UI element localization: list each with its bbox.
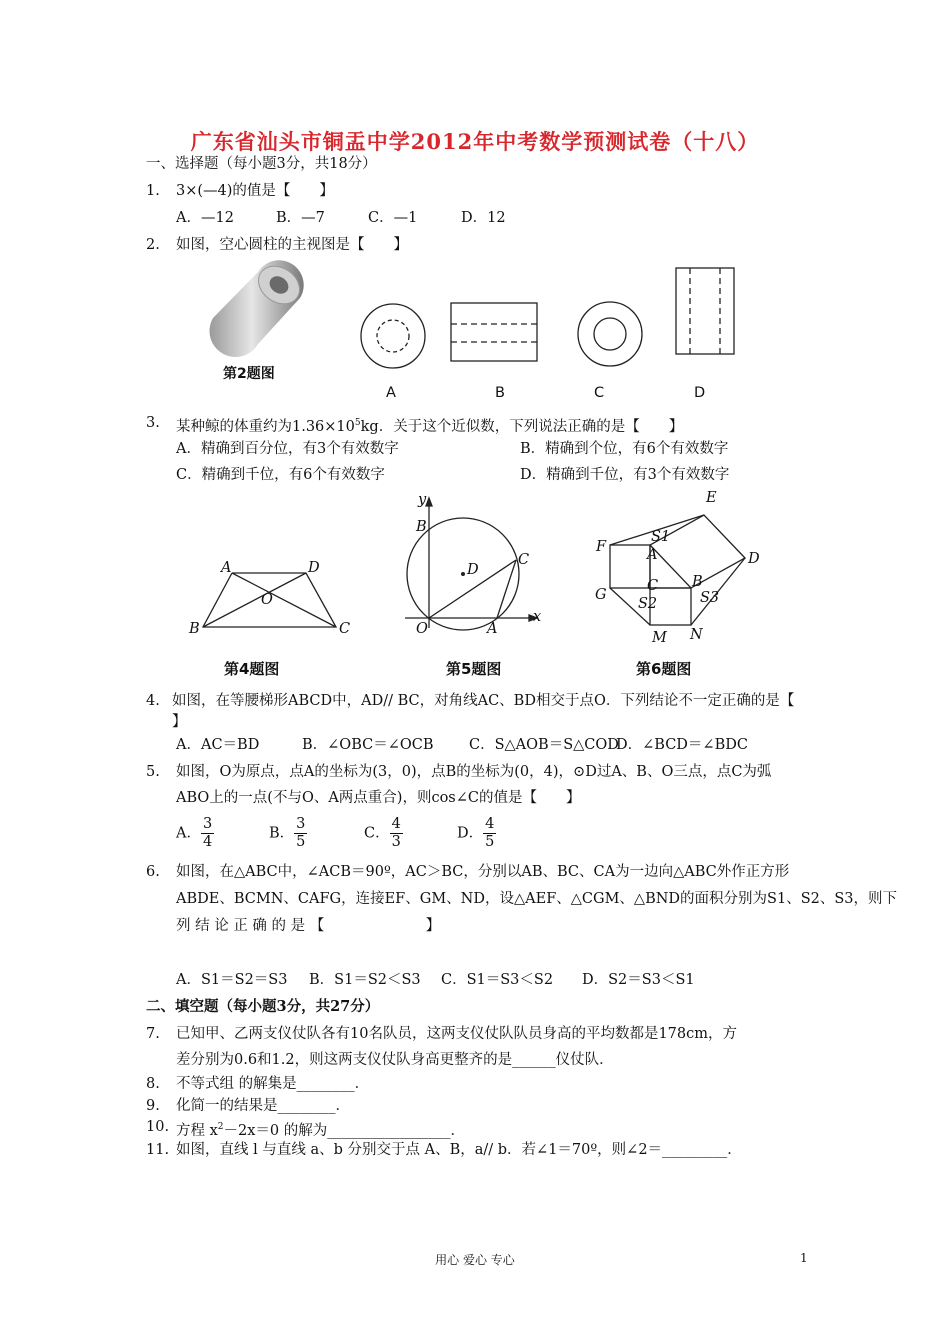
- fig5-label-d: D: [467, 562, 479, 578]
- q1-text: 3×(—4)的值是【 】: [176, 183, 334, 199]
- fig4-label-d: D: [308, 560, 320, 576]
- fig6-label-n: N: [690, 627, 703, 643]
- fig4-caption: 第4题图: [224, 660, 280, 678]
- q6-number: 6.: [146, 864, 160, 880]
- fig5-label-o: O: [416, 621, 428, 637]
- fig6-squares: [590, 485, 770, 645]
- footer-motto: 用心 爱心 专心: [435, 1253, 515, 1267]
- q5-line-2: ABO上的一点(不与O、A两点重合)，则cos∠C的值是【 】: [176, 790, 581, 806]
- q3-text: 某种鲸的体重约为$1.36\times 10^5kg$．关于这个近似数，下列说法正确的是【 】: [176, 418, 684, 435]
- fig6-label-s2: S2: [638, 596, 658, 612]
- fig6-label-g: G: [595, 587, 607, 603]
- q9-number: 9.: [146, 1098, 160, 1114]
- q4-line-1: 如图，在等腰梯形ABCD中，AD// BC，对角线AC、BD相交于点O．下列结论不一定正确的是【: [172, 693, 795, 709]
- q10-text: 方程 $x^2-2x=0$ 的解为_________________．: [176, 1122, 466, 1139]
- q3-option-c: C．精确到千位，有6个有效数字: [176, 467, 385, 483]
- q6-option-b: B．S1＝S2＜S3: [309, 972, 421, 988]
- fig6-label-f: F: [596, 539, 607, 555]
- q1-option-a: A．—12: [176, 210, 234, 226]
- q2-label-a: A: [386, 385, 396, 401]
- q4-line-2: 】: [172, 714, 187, 730]
- q2-text: 如图，空心圆柱的主视图是【 】: [176, 237, 408, 253]
- fig4-trapezoid: [185, 555, 365, 645]
- option-c-view: [578, 302, 642, 366]
- option-b-view: [451, 303, 537, 361]
- fig6-label-d: D: [748, 551, 760, 567]
- q3-option-b: B．精确到个位，有6个有效数字: [520, 441, 729, 457]
- fig6-caption: 第6题图: [636, 660, 692, 678]
- q1-option-d: D．12: [461, 210, 506, 226]
- q5-option-a: A． $\frac{3}{4}$: [176, 816, 213, 850]
- q2-label-b: B: [495, 385, 505, 401]
- q6-option-a: A．S1＝S2＝S3: [176, 972, 288, 988]
- fig5-label-c: C: [518, 552, 530, 568]
- q2-label-c: C: [594, 385, 605, 401]
- q10-number: 10.: [146, 1119, 170, 1135]
- q4-number: 4.: [146, 693, 160, 709]
- q6-option-c: C．S1＝S3＜S2: [441, 972, 554, 988]
- section-1-heading: 一、选择题（每小题3分，共18分）: [146, 156, 377, 172]
- q3-option-a: A．精确到百分位，有3个有效数字: [176, 441, 399, 457]
- fig4-label-c: C: [339, 621, 351, 637]
- fig5-caption: 第5题图: [446, 660, 502, 678]
- fig4-label-b: B: [189, 621, 200, 637]
- option-d-view: [676, 268, 734, 354]
- fig6-label-s1: S1: [651, 529, 671, 545]
- q2-number: 2.: [146, 237, 160, 253]
- q1-number: 1.: [146, 183, 160, 199]
- q8-text: 不等式组 的解集是________．: [176, 1076, 370, 1092]
- fig5-label-a: A: [487, 621, 498, 637]
- q6-line-3: 列 结 论 正 确 的 是 【 】: [176, 918, 441, 934]
- q2-label-d: D: [694, 385, 706, 401]
- section-2-heading: 二、填空题（每小题3分，共27分）: [146, 998, 380, 1015]
- q8-number: 8.: [146, 1076, 160, 1092]
- fig6-label-c: C: [647, 578, 659, 594]
- q4-option-b: B．∠OBC＝∠OCB: [302, 737, 434, 753]
- fig6-label-s3: S3: [700, 590, 720, 606]
- q1-option-b: B．—7: [276, 210, 325, 226]
- q4-option-a: A．AC＝BD: [176, 737, 260, 753]
- q6-line-2: ABDE、BCMN、CAFG，连接EF、GM、ND，设△AEF、△CGM、△BND的面积分别为S1、S2、S3，则下: [176, 891, 898, 907]
- q2-figure: [200, 258, 760, 408]
- fig6-label-a: A: [647, 547, 658, 563]
- q5-number: 5.: [146, 764, 160, 780]
- q3-option-d: D．精确到千位，有3个有效数字: [520, 467, 730, 483]
- q7-line-1: 已知甲、乙两支仪仗队各有10名队员，这两支仪仗队队员身高的平均数都是178cm，方: [176, 1026, 737, 1042]
- q4-option-c: C．S△AOB＝S△COD: [469, 737, 619, 753]
- fig6-label-e: E: [706, 490, 717, 506]
- q5-option-c: C． $\frac{4}{3}$: [364, 816, 401, 850]
- fig5-label-y: y: [418, 492, 427, 508]
- q9-text: 化简一的结果是________．: [176, 1098, 350, 1114]
- q7-line-2: 差分别为0.6和1.2，则这两支仪仗队身高更整齐的是______仪仗队．: [176, 1052, 614, 1068]
- fig4-label-a: A: [221, 560, 232, 576]
- fig5-label-b: B: [416, 519, 427, 535]
- page-number: 1: [800, 1251, 808, 1265]
- page-title: 广东省汕头市铜盂中学2012年中考数学预测试卷（十八）: [190, 129, 760, 154]
- q4-option-d: D．∠BCD＝∠BDC: [616, 737, 748, 753]
- q1-option-c: C．—1: [368, 210, 418, 226]
- q2-figure-caption: 第2题图: [223, 366, 275, 382]
- q6-option-d: D．S2＝S3＜S1: [582, 972, 695, 988]
- option-a-view: [361, 304, 425, 368]
- hollow-cylinder-icon: [210, 258, 307, 357]
- q6-line-1: 如图，在△ABC中，∠ACB＝90º，AC＞BC，分别以AB、BC、CA为一边向△ABC外作正方形: [176, 864, 790, 880]
- q7-number: 7.: [146, 1026, 160, 1042]
- fig6-label-b: B: [692, 574, 703, 590]
- fig4-label-o: O: [261, 592, 273, 608]
- q5-option-b: B． $\frac{3}{5}$: [269, 816, 306, 850]
- q3-number: 3.: [146, 415, 160, 431]
- fig6-label-m: M: [652, 630, 667, 646]
- fig5-label-x: x: [533, 609, 542, 625]
- q11-number: 11.: [146, 1142, 170, 1158]
- q11-text: 如图，直线 l 与直线 a、b 分别交于点 A、B，a// b．若∠1＝70º，则∠2＝_________．: [176, 1142, 742, 1158]
- q5-option-d: D． $\frac{4}{5}$: [457, 816, 495, 850]
- q5-line-1: 如图，O为原点，点A的坐标为(3，0)，点B的坐标为(0，4)，⊙D过A、B、O三点，点C为弧: [176, 764, 772, 780]
